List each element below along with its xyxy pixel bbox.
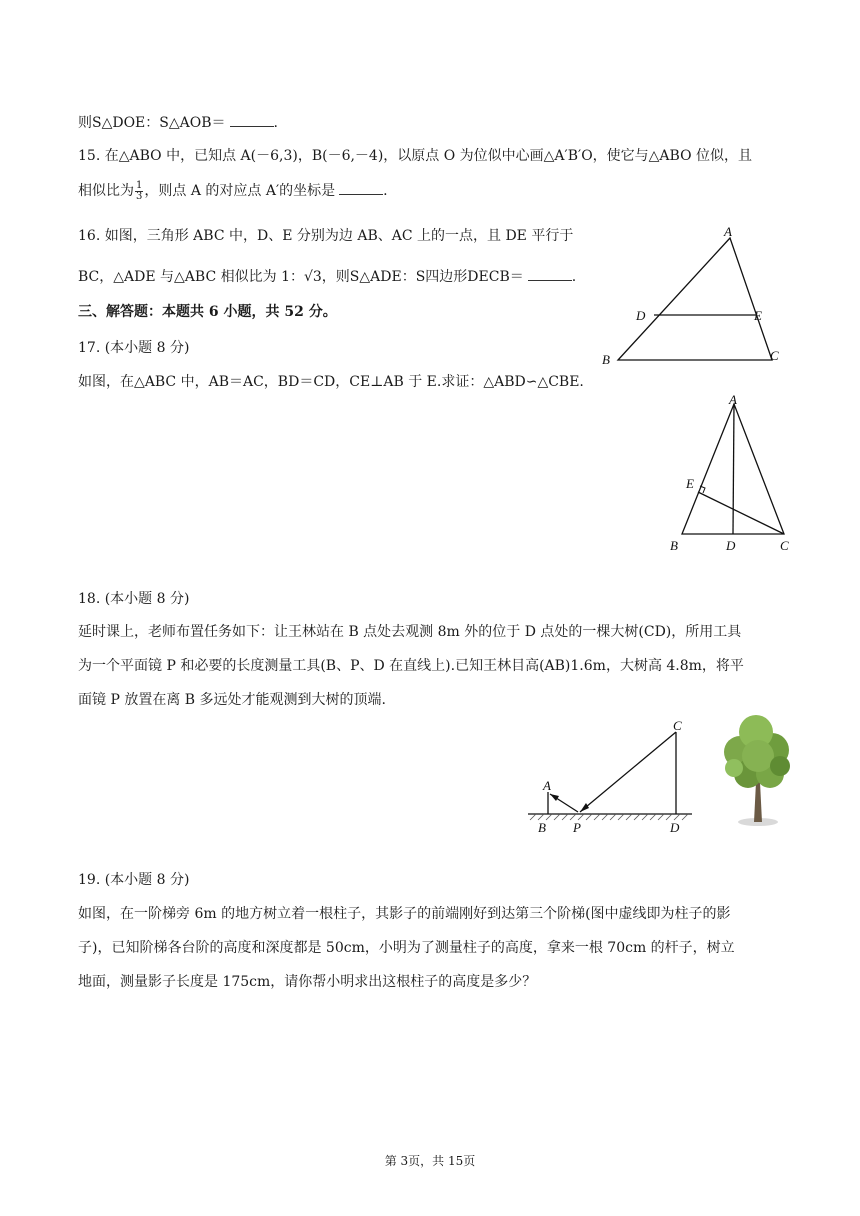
q16-text: BC，△ADE 与△ABC 相似比为 1：√3，则S△ADE：S四边形DECB＝ xyxy=(78,269,524,285)
q18-line2: 为一个平面镜 P 和必要的长度测量工具(B、P、D 在直线上).已知王林目高(AB)1.6m，大树高 4.8m，将平 xyxy=(78,658,744,674)
tree-icon xyxy=(718,710,796,828)
q19-line3: 地面，测量影子长度是 175cm，请你帮小明求出这根柱子的高度是多少？ xyxy=(78,974,537,990)
label-D: D xyxy=(670,820,680,835)
q19-heading: 19. (本小题 8 分) xyxy=(78,872,190,888)
q16-line1: 16. 如图，三角形 ABC 中，D、E 分别为边 AB、AC 上的一点，且 DE 平行于 xyxy=(78,228,574,244)
figure-17-triangle xyxy=(664,392,804,556)
q14-tail: 则S△DOE：S△AOB＝ . xyxy=(78,112,278,133)
answer-blank xyxy=(528,266,572,281)
label-E: E xyxy=(686,476,694,491)
q17-heading: 17. (本小题 8 分) xyxy=(78,340,190,356)
q15-line1: 15. 在△ABO 中，已知点 A(－6,3)，B(－6,－4)，以原点 O 为位似中心画△A′B′O，使它与△ABO 位似，且 xyxy=(78,148,753,164)
label-D: D xyxy=(636,308,646,323)
answer-blank xyxy=(339,180,383,195)
label-D: D xyxy=(726,538,736,553)
label-C: C xyxy=(673,718,682,733)
q18-heading: 18. (本小题 8 分) xyxy=(78,591,190,607)
q17-text: 如图，在△ABC 中，AB＝AC，BD＝CD，CE⊥AB 于 E.求证：△ABD∽△CBE. xyxy=(78,374,584,390)
label-B: B xyxy=(602,352,610,367)
fraction: $\frac{1}{3}$ xyxy=(136,179,143,202)
q15-text-post: ，则点 A 的对应点 A′的坐标是 xyxy=(144,183,336,199)
label-C: C xyxy=(780,538,789,553)
label-A: A xyxy=(543,778,551,793)
q18-line1: 延时课上，老师布置任务如下：让王林站在 B 点处去观测 8m 外的位于 D 点处的一棵大树(CD)，所用工具 xyxy=(78,624,742,640)
q15-line2: 相似比为 $\frac{1}{3}$ ，则点 A 的对应点 A′的坐标是 . xyxy=(78,179,388,202)
label-P: P xyxy=(573,820,581,835)
q19-line2: 子)，已知阶梯各台阶的高度和深度都是 50cm，小明为了测量柱子的高度，拿来一根 70cm 的杆子，树立 xyxy=(78,940,735,956)
label-B: B xyxy=(538,820,546,835)
figure-18-mirror-diagram xyxy=(520,716,700,840)
section-heading: 三、解答题：本题共 6 小题，共 52 分。 xyxy=(78,304,337,320)
q15-text-pre: 相似比为 xyxy=(78,183,134,199)
figure-16-triangle xyxy=(594,224,794,370)
label-A: A xyxy=(724,224,732,239)
label-B: B xyxy=(670,538,678,553)
answer-blank xyxy=(230,112,274,127)
q14-text: 则S△DOE：S△AOB＝ xyxy=(78,115,226,131)
q19-line1: 如图，在一阶梯旁 6m 的地方树立着一根柱子，其影子的前端刚好到达第三个阶梯(图中虚线即为柱子的影 xyxy=(78,906,731,922)
label-A: A xyxy=(729,392,737,407)
q18-line3: 面镜 P 放置在离 B 多远处才能观测到大树的顶端. xyxy=(78,692,386,708)
label-E: E xyxy=(754,308,762,323)
label-C: C xyxy=(770,348,779,363)
q16-line2: BC，△ADE 与△ABC 相似比为 1：√3，则S△ADE：S四边形DECB＝ . xyxy=(78,266,576,287)
page-footer: 第 3页，共 15页 xyxy=(384,1154,476,1168)
